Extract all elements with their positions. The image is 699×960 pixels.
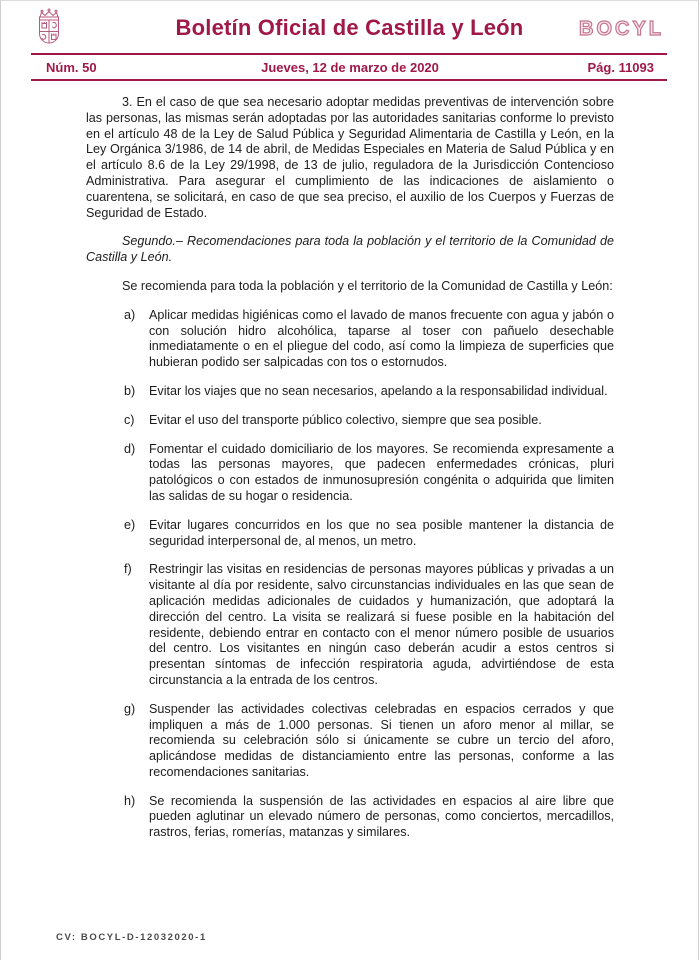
header-rule-bottom bbox=[31, 79, 667, 81]
list-item-text: Evitar los viajes que no sean necesarios, apelando a la responsabilidad individual. bbox=[149, 383, 608, 398]
list-item-b bbox=[86, 384, 614, 400]
list-item-label: a) bbox=[124, 307, 136, 322]
page-number: Pág. 11093 bbox=[587, 59, 654, 75]
list-item-label: f) bbox=[124, 562, 132, 577]
bocyl-logo: BOCYL bbox=[579, 18, 664, 40]
list-item-label: c) bbox=[124, 412, 135, 427]
bulletin-title: Boletín Oficial de Castilla y León bbox=[175, 15, 524, 40]
issue-date: Jueves, 12 de marzo de 2020 bbox=[261, 59, 439, 75]
list-item-h bbox=[86, 794, 614, 841]
list-item-label: b) bbox=[124, 383, 136, 398]
list-item-label: g) bbox=[124, 701, 136, 716]
recommendations-list bbox=[86, 308, 614, 841]
list-item-e bbox=[86, 518, 614, 550]
list-item-c bbox=[86, 413, 614, 429]
list-item-d bbox=[86, 442, 614, 505]
list-item-text: Suspender las actividades colectivas celebradas en espacios cerrados y que impliquen a más de 1.000 personas. Si tienen un aforo menor al millar, se recomienda su celebración sólo si únicamente se cubre un tercio del aforo, aplicándose medidas de distanciamiento entre las personas, conforme a las recomendaciones sanitarias. bbox=[149, 701, 614, 779]
list-item-text: Evitar el uso del transporte público colectivo, siempre que sea posible. bbox=[149, 412, 542, 427]
list-item-f bbox=[86, 562, 614, 688]
paragraph-se-recomienda: Se recomienda para toda la población y el territorio de la Comunidad de Castilla y León: bbox=[122, 278, 613, 293]
issue-info-bar bbox=[46, 55, 654, 79]
list-item-text: Aplicar medidas higiénicas como el lavado de manos frecuente con agua y jabón o con solución hidro alcohólica, taparse al toser con pañuelo desechable inmediatamente o en el pliegue del codo, así como la limpieza de superficies que hubieran podido ser salpicadas con tos o estornudos. bbox=[149, 307, 614, 370]
list-item-label: e) bbox=[124, 517, 136, 532]
list-item-label: d) bbox=[124, 441, 136, 456]
paragraph-segundo-heading: Segundo.– Recomendaciones para toda la población y el territorio de la Comunidad de Castilla y León. bbox=[86, 234, 614, 265]
verification-code: CV: BOCYL-D-12032020-1 bbox=[56, 932, 207, 943]
list-item-text: Restringir las visitas en residencias de personas mayores públicas y privadas a un visitante al día por residente, salvo circunstancias individuales en las que sean de aplicación medidas adicionales de cuidados y humanización, que adoptará la dirección del centro. La visita se realizará si fuese posible en la habitación del residente, debiendo entrar en contacto con el menor número posible de usuarios del centro. Los visitantes en ningún caso deberán acudir a estos centros si presentan síntomas de infección respiratoria aguda, advirtiéndose de esta circunstancia a la entrada de los centros. bbox=[149, 562, 614, 687]
masthead bbox=[1, 1, 698, 53]
list-item-text: Fomentar el cuidado domiciliario de los mayores. Se recomienda expresamente a todas las personas mayores, que padecen enfermedades crónicas, pluri patológicos o con estados de inmunosupresión congénita o adquirida que limiten las salidas de su hogar o residencia. bbox=[149, 441, 614, 503]
list-item-g bbox=[86, 702, 614, 781]
list-item-label: h) bbox=[124, 793, 136, 808]
list-item-a bbox=[86, 308, 614, 371]
list-item-text: Evitar lugares concurridos en los que no sea posible mantener la distancia de seguridad interpersonal de, al menos, un metro. bbox=[149, 517, 614, 548]
issue-number: Núm. 50 bbox=[46, 59, 97, 75]
document-body bbox=[86, 95, 614, 841]
paragraph-intervencion: 3. En el caso de que sea necesario adoptar medidas preventivas de intervención sobre las personas, las mismas serán adoptadas por las autoridades sanitarias conforme lo previsto en el artículo 48 de la Ley de Salud Pública y Seguridad Alimentaria de Castilla y León, en la Ley Orgánica 3/1986, de 14 de abril, de Medidas Especiales en Materia de Salud Pública y en el artículo 8.6 de la Ley 29/1998, de 13 de julio, reguladora de la Jurisdicción Contencioso Administrativa. Para asegurar el cumplimiento de las indicaciones de aislamiento o cuarentena, se solicitará, en caso de que sea preciso, el auxilio de los Cuerpos y Fuerzas de Seguridad de Estado. bbox=[86, 95, 614, 220]
list-item-text: Se recomienda la suspensión de las actividades en espacios al aire libre que pueden aglutinar un elevado número de personas, como conciertos, mercadillos, rastros, ferias, romerías, matanzas y similares. bbox=[149, 793, 614, 840]
